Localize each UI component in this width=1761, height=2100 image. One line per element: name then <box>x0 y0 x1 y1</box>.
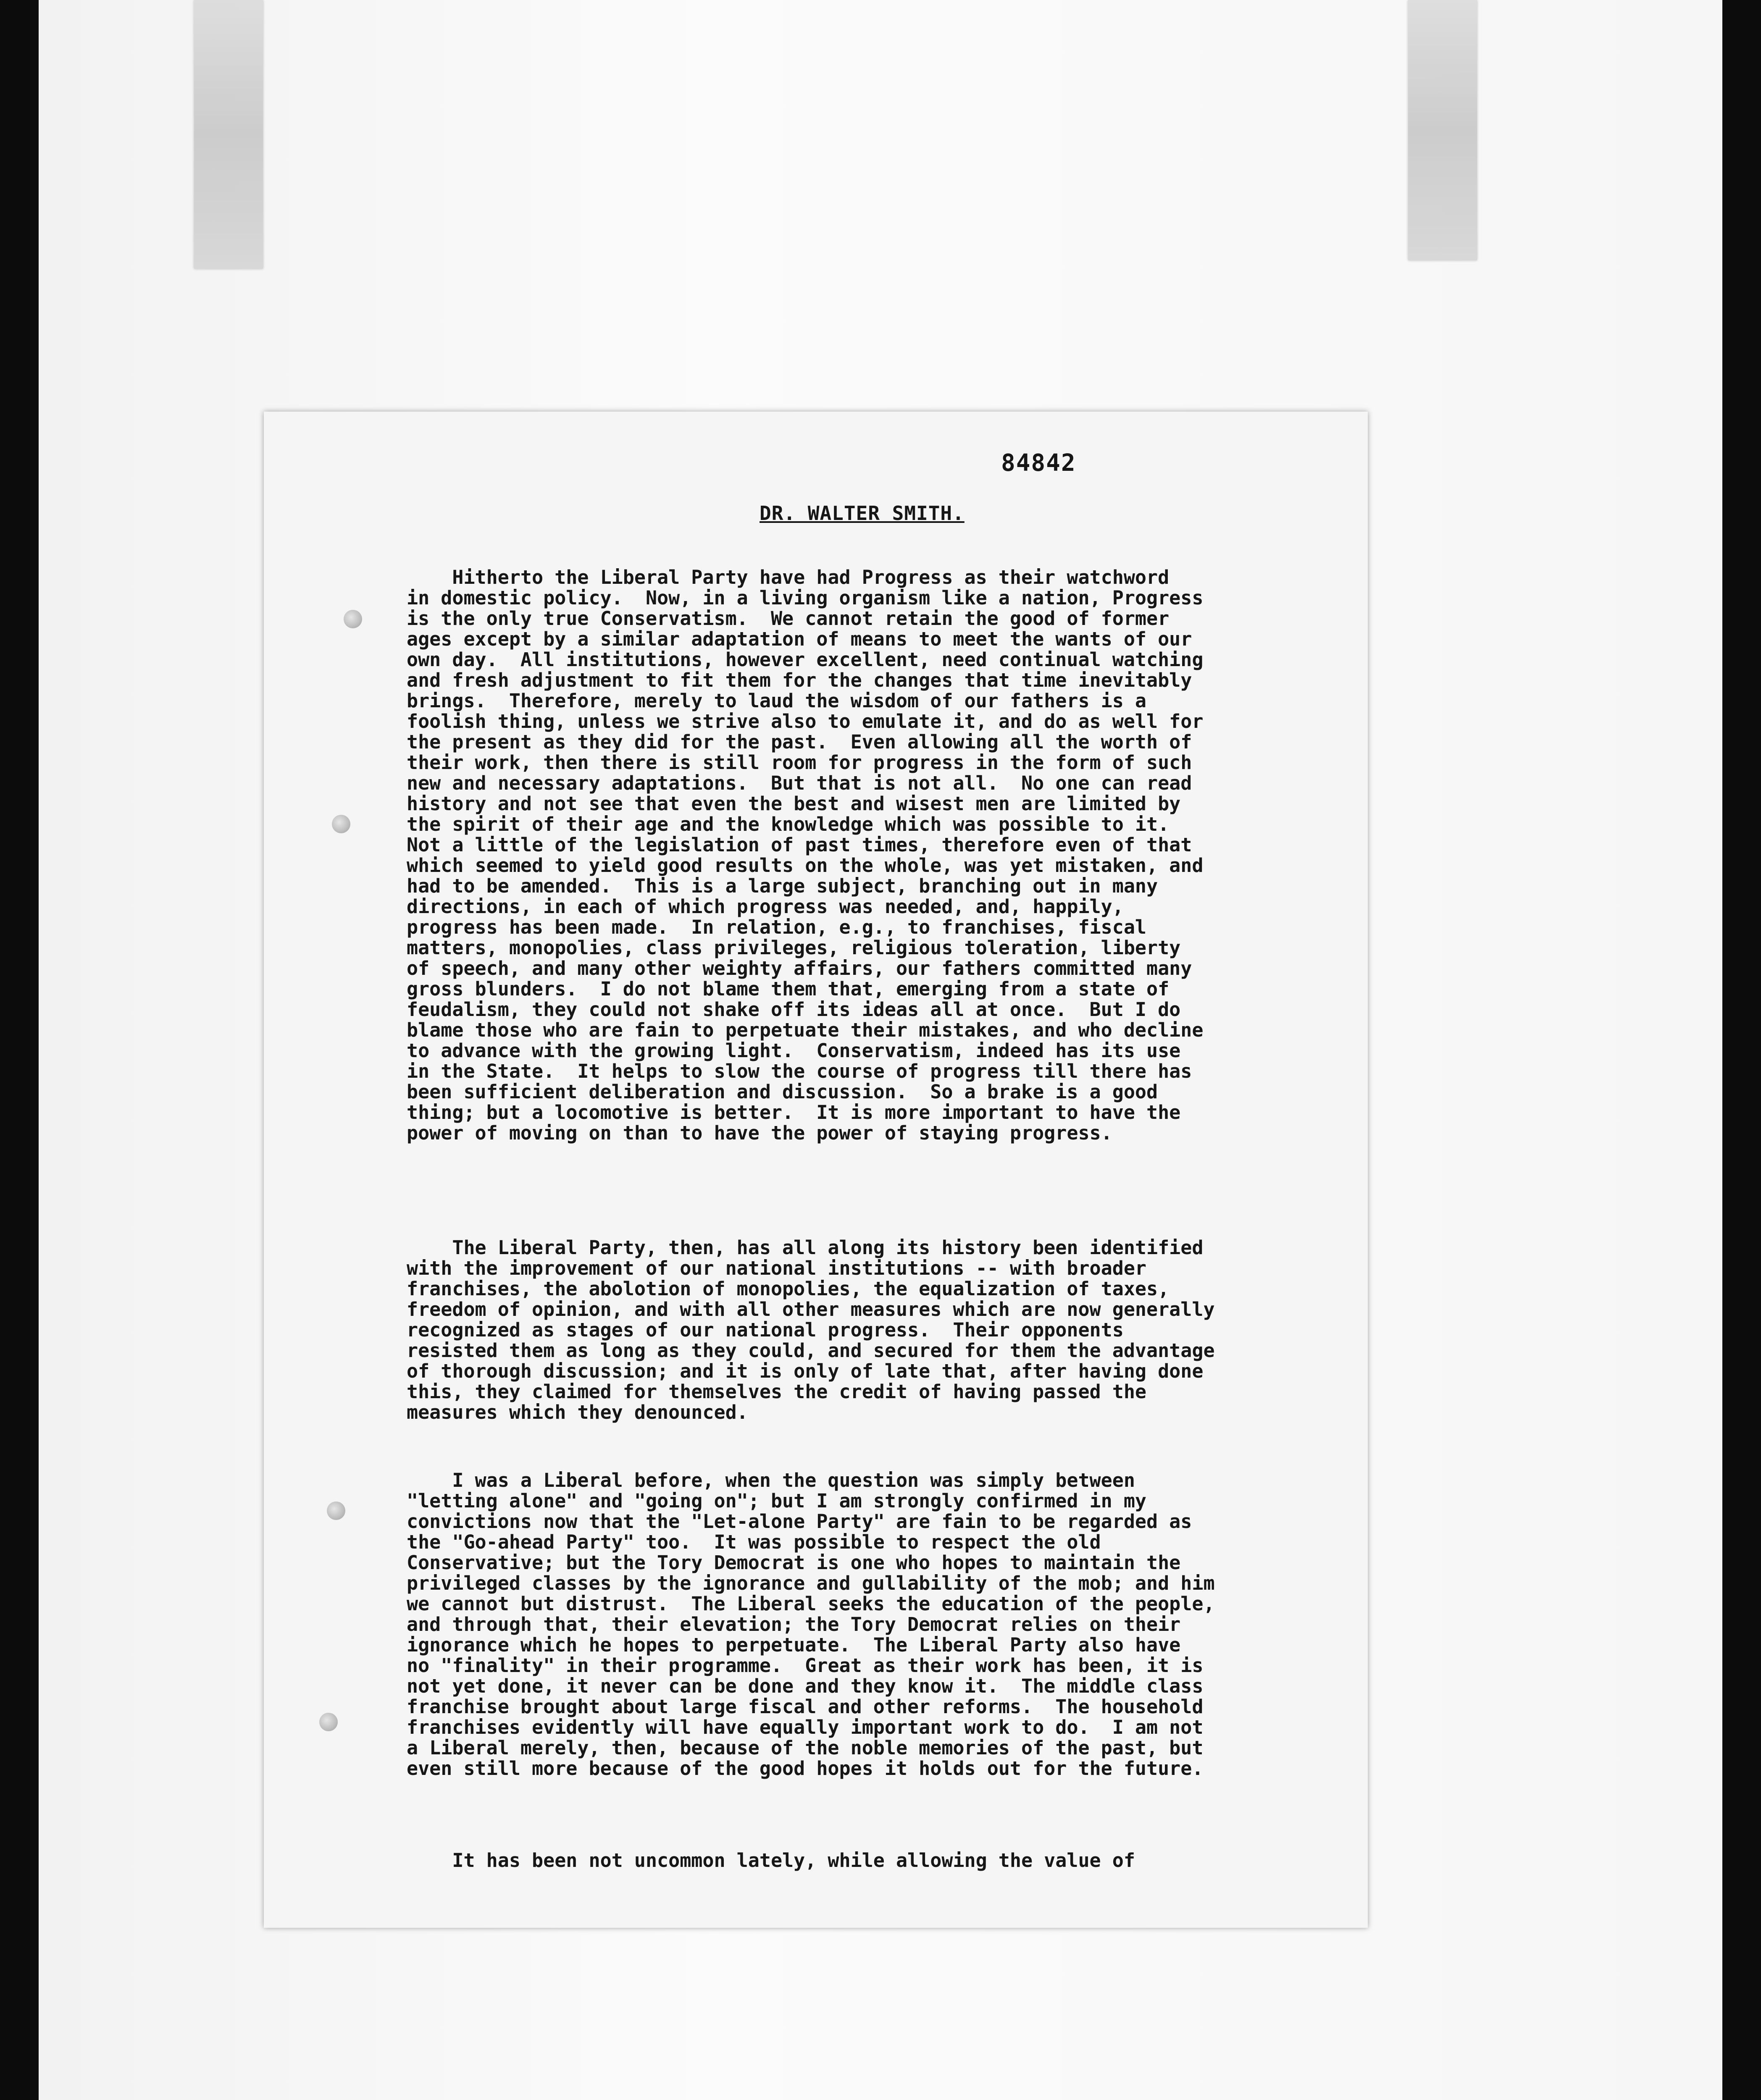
paragraph: The Liberal Party, then, has all along its history been identified with the improvement of our national institutions -- with broader franchises, the abolotion of monopolies, the equalization of taxes, freedom of opinion, and with all other measures which are now generally recognized as stages of our national progress. Their opponents resisted them as long as they could, and secured for them the advantage of thorough discussion; and it is only of late that, after having done this, they claimed for themselves the credit of having passed the measures which they denounced. <box>407 1236 1215 1423</box>
tape-strip-top-right <box>1408 0 1477 260</box>
paragraph: Hitherto the Liberal Party have had Progress as their watchword in domestic policy. Now, in a living organism like a nation, Progress is the only true Conservatism. We cannot retain the good of former ages except by a similar adaptation of means to meet the wants of our own day. All institutions, however excellent, need continual watching and fresh adjustment to fit them for the changes that time inevitably brings. Therefore, merely to laud the wisdom of our fathers is a foolish thing, unless we strive also to emulate it, and do as well for the present as they did for the past. Even allowing all the worth of their work, then there is still room for progress in the form of such new and necessary adaptations. But that is not all. No one can read history and not see that even the best and wisest men are limited by the spirit of their age and the knowledge which was possible to it. Not a little of the legislation of past times, therefore even of that which seemed to yield good results on the whole, was yet mistaken, and had to be amended. This is a large subject, branching out in many directions, in each of which progress was needed, and, happily, progress has been made. In relation, e.g., to franchises, fiscal matters, monopolies, class privileges, religious toleration, liberty of speech, and many other weighty affairs, our fathers committed many gross blunders. I do not blame them that, emerging from a state of feudalism, they could not shake off its ideas all at once. But I do blame those who are fain to perpetuate their mistakes, and who decline to advance with the growing light. Conservatism, indeed has its use in the State. It helps to slow the course of progress till there has been sufficient deliberation and discussion. So a brake is a good thing; but a locomotive is better. It is more important to have the power of moving on than to have the power of staying progress. <box>407 566 1204 1144</box>
paragraph: I was a Liberal before, when the question was simply between "letting alone" and "going on"; but I am strongly confirmed in my convictions now that the "Let-alone Party" are fain to be regarded as the "Go-ahead Party" too. It was possible to respect the old Conservative; but the Tory Democrat is one who hopes to maintain the privileged classes by the ignorance and gullability of the mob; and him we cannot but distrust. The Liberal seeks the education of the people, and through that, their elevation; the Tory Democrat relies on their ignorance which he hopes to perpetuate. The Liberal Party also have no "finality" in their programme. Great as their work has been, it is not yet done, it never can be done and they know it. The middle class franchise brought about large fiscal and other reforms. The household franchises evidently will have equally important work to do. I am not a Liberal merely, then, because of the noble memories of the past, but even still more because of the good hopes it holds out for the future. <box>407 1469 1215 1780</box>
document-title: DR. WALTER SMITH. <box>760 502 965 525</box>
punch-hole-icon <box>332 815 350 833</box>
punch-hole-icon <box>344 610 362 628</box>
punch-hole-icon <box>319 1713 338 1731</box>
tape-strip-top-left <box>194 0 263 269</box>
typewritten-page <box>264 412 1368 1928</box>
document-number: 84842 <box>1001 449 1076 477</box>
punch-hole-icon <box>327 1502 345 1520</box>
paragraph: It has been not uncommon lately, while allowing the value of <box>407 1849 1135 1872</box>
